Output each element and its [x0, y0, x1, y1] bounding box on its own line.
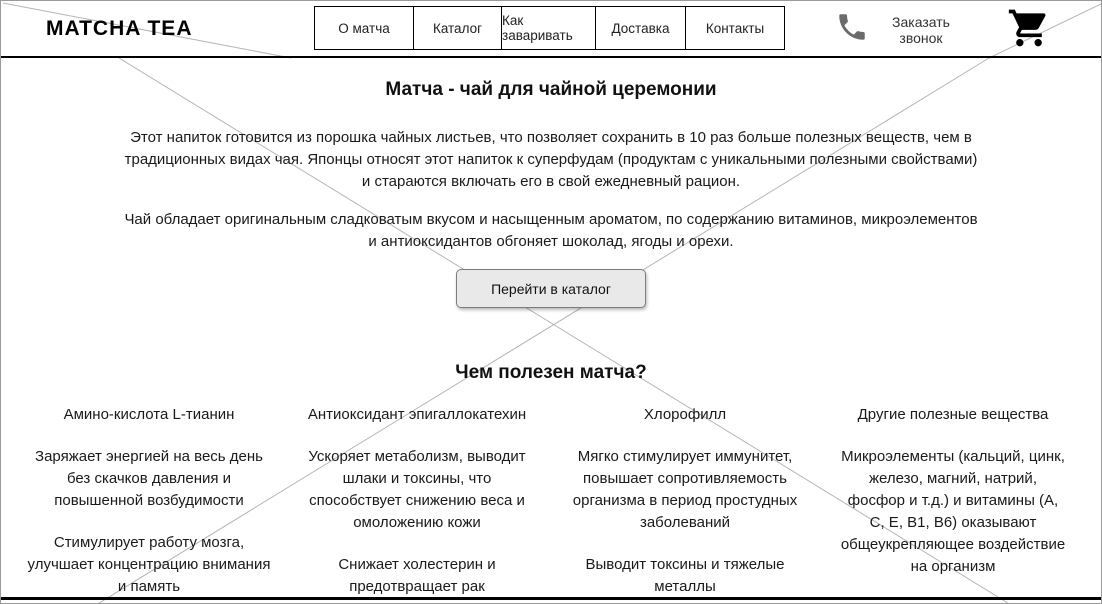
nav-item-brewing[interactable]: Как заваривать: [501, 6, 596, 50]
main-nav: [314, 6, 785, 50]
benefit-heading: Амино-кислота L-тианин: [63, 406, 235, 423]
benefit-text: Снижает холестерин и предотвращает рак: [338, 556, 496, 595]
benefit-heading: Антиоксидант эпигаллокатехин: [307, 406, 527, 423]
benefits-section: [1, 362, 1101, 598]
nav-item-catalog[interactable]: Каталог: [413, 6, 503, 50]
header: [1, 1, 1101, 58]
benefit-column-other: [819, 404, 1087, 598]
benefit-text: Заряжает энергией на весь день без скачков давления и повышенной возбудимости: [35, 448, 263, 509]
intro-paragraph-1: Этот напиток готовится из порошка чайных листьев, что позволяет сохранить в 10 раз больше полезных веществ, чем в традиционных видах чая. Японцы относят этот напиток к суперфудам (продуктам с уникальными полезными свойствами) и стараются включать его в свой ежедневный рацион.: [124, 129, 978, 190]
benefit-text: Мягко стимулирует иммунитет, повышает сопротивляемость организма в период простудных заболеваний: [572, 448, 798, 531]
benefit-column-chlorophyll: [551, 404, 819, 598]
nav-item-contacts[interactable]: Контакты: [685, 6, 785, 50]
phone-icon: [835, 10, 869, 49]
go-to-catalog-button[interactable]: Перейти в каталог: [456, 269, 646, 308]
nav-item-about[interactable]: О матча: [314, 6, 414, 50]
cart-button[interactable]: [1007, 5, 1051, 56]
nav-item-delivery[interactable]: Доставка: [595, 6, 687, 50]
hero-section: [1, 58, 1101, 308]
bottom-border: [1, 597, 1101, 600]
benefit-heading: Другие полезные вещества: [857, 406, 1049, 423]
benefit-column-l-theanine: [15, 404, 283, 598]
benefits-title: Чем полезен матча?: [455, 362, 647, 383]
page-title: Матча - чай для чайной церемонии: [385, 79, 717, 100]
cart-icon: [1007, 38, 1051, 55]
intro-paragraph-2: Чай обладает оригинальным сладковатым вкусом и насыщенным ароматом, по содержанию витаминов, микроэлементов и антиоксидантов обгоняет шоколад, ягоды и орехи.: [124, 211, 978, 250]
benefit-columns: [1, 404, 1101, 598]
benefit-column-antioxidant: [283, 404, 551, 598]
call-request-button[interactable]: [835, 10, 959, 49]
logo: MATCHA TEA: [46, 17, 193, 40]
benefit-text: Микроэлементы (кальций, цинк, железо, магний, натрий, фосфор и т.д.) и витамины (А, С, Е, В1, В6) оказывают общеукрепляющее воздействие на организм: [840, 448, 1066, 575]
benefit-text: Стимулирует работу мозга, улучшает концентрацию внимания и память: [27, 534, 271, 595]
benefit-text: Выводит токсины и тяжелые металлы: [585, 556, 785, 595]
benefit-heading: Хлорофилл: [643, 406, 727, 423]
benefit-text: Ускоряет метаболизм, выводит шлаки и токсины, что способствует снижению веса и омоложению кожи: [308, 448, 526, 531]
call-request-label: Заказать звонок: [892, 13, 950, 46]
